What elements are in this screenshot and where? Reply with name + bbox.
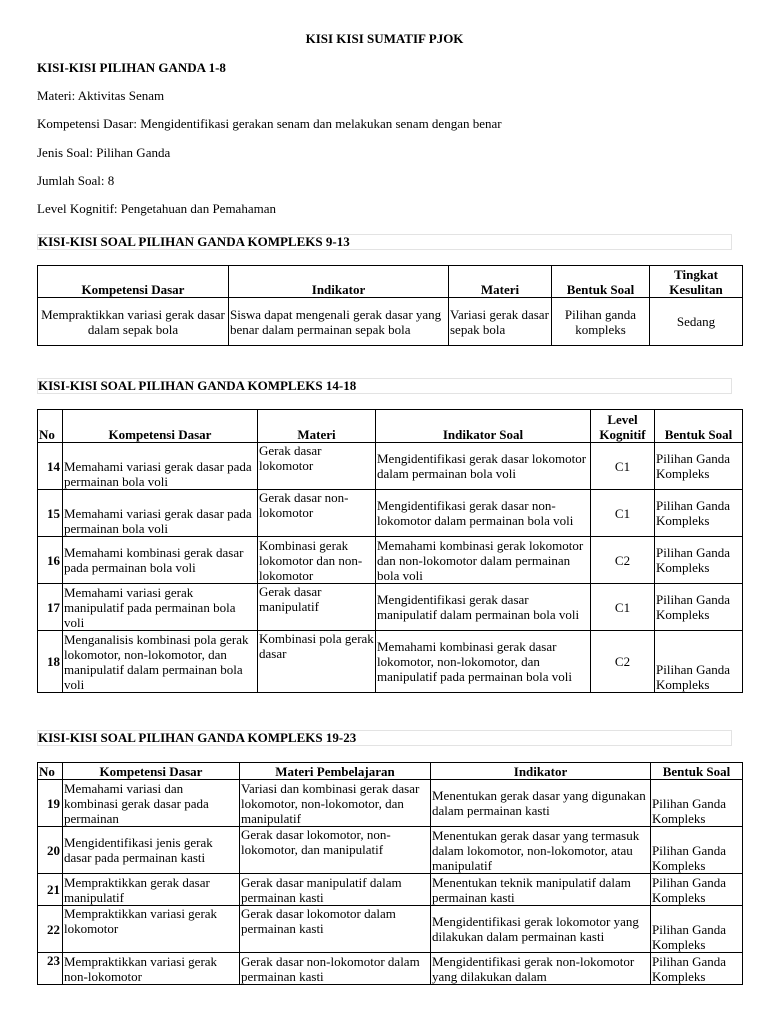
cell-no: 21 xyxy=(38,874,63,906)
cell-materi: Kombinasi gerak lokomotor dan non-lokomotor xyxy=(258,537,376,584)
section2-header-row xyxy=(38,410,743,443)
cell-kompetensi: Menganalisis kombinasi pola gerak lokomotor, non-lokomotor, dan manipulatif dalam permainan bola voli xyxy=(63,631,258,693)
intro-level-kognitif: Level Kognitif: Pengetahuan dan Pemahaman xyxy=(37,201,276,216)
intro-materi: Materi: Aktivitas Senam xyxy=(37,88,165,103)
header-indikator: Indikator xyxy=(431,763,651,780)
cell-no: 18 xyxy=(38,631,63,693)
cell-no: 22 xyxy=(38,906,63,953)
cell-materi: Gerak dasar non-lokomotor dalam permainan kasti xyxy=(240,953,431,985)
cell-kompetensi: Memahami variasi gerak dasar pada permainan bola voli xyxy=(63,490,258,537)
section3-header-row xyxy=(38,763,743,780)
section1-heading: KISI-KISI SOAL PILIHAN GANDA KOMPLEKS 9-13 xyxy=(37,234,732,250)
table-row xyxy=(38,584,743,631)
cell-materi: Gerak dasar lokomotor, non-lokomotor, dan manipulatif xyxy=(240,827,431,874)
cell-level-kognitif: C1 xyxy=(591,443,655,490)
cell-indikator: Menentukan gerak dasar yang digunakan dalam permainan kasti xyxy=(431,780,651,827)
cell-indikator-soal: Memahami kombinasi gerak lokomotor dan non-lokomotor dalam permainan bola voli xyxy=(376,537,591,584)
header-bentuk-soal: Bentuk Soal xyxy=(552,266,650,298)
table-row xyxy=(38,537,743,584)
cell-level-kognitif: C2 xyxy=(591,631,655,693)
section2-heading: KISI-KISI SOAL PILIHAN GANDA KOMPLEKS 14-18 xyxy=(37,378,732,394)
header-materi-pembelajaran: Materi Pembelajaran xyxy=(240,763,431,780)
cell-level-kognitif: C1 xyxy=(591,584,655,631)
cell-level-kognitif: C2 xyxy=(591,537,655,584)
cell-no: 23 xyxy=(38,953,63,985)
cell-indikator-soal: Memahami kombinasi gerak dasar lokomotor, non-lokomotor, dan manipulatif pada permainan bola voli xyxy=(376,631,591,693)
header-materi: Materi xyxy=(258,410,376,443)
cell-bentuk-soal: Pilihan Ganda Kompleks xyxy=(655,537,743,584)
section1-header-row xyxy=(38,266,743,298)
cell-bentuk-soal: Pilihan Ganda Kompleks xyxy=(655,584,743,631)
cell-bentuk-soal: Pilihan Ganda Kompleks xyxy=(655,490,743,537)
cell-kompetensi: Mempraktikkan variasi gerak dasar dalam sepak bola xyxy=(38,298,229,346)
cell-indikator: Mengidentifikasi gerak non-lokomotor yang dilakukan dalam xyxy=(431,953,651,985)
cell-no: 20 xyxy=(38,827,63,874)
header-indikator-soal: Indikator Soal xyxy=(376,410,591,443)
section1-table xyxy=(37,265,743,346)
table-row xyxy=(38,827,743,874)
cell-kompetensi: Mempraktikkan variasi gerak lokomotor xyxy=(63,906,240,953)
cell-indikator: Siswa dapat mengenali gerak dasar yang benar dalam permainan sepak bola xyxy=(229,298,449,346)
cell-kompetensi: Memahami variasi gerak manipulatif pada permainan bola voli xyxy=(63,584,258,631)
cell-kompetensi: Memahami variasi dan kombinasi gerak dasar pada permainan xyxy=(63,780,240,827)
section2-table xyxy=(37,409,743,693)
cell-no: 15 xyxy=(38,490,63,537)
header-no: No xyxy=(38,763,63,780)
cell-tingkat-kesulitan: Sedang xyxy=(650,298,743,346)
cell-no: 16 xyxy=(38,537,63,584)
cell-indikator: Menentukan teknik manipulatif dalam permainan kasti xyxy=(431,874,651,906)
cell-bentuk-soal: Pilihan Ganda Kompleks xyxy=(655,443,743,490)
header-tingkat-kesulitan: Tingkat Kesulitan xyxy=(650,266,743,298)
cell-bentuk-soal: Pilihan Ganda Kompleks xyxy=(651,780,743,827)
table-row xyxy=(38,443,743,490)
cell-materi: Gerak dasar lokomotor xyxy=(258,443,376,490)
cell-kompetensi: Mengidentifikasi jenis gerak dasar pada permainan kasti xyxy=(63,827,240,874)
cell-bentuk-soal: Pilihan Ganda Kompleks xyxy=(651,906,743,953)
cell-indikator: Menentukan gerak dasar yang termasuk dalam lokomotor, non-lokomotor, atau manipulatif xyxy=(431,827,651,874)
cell-indikator-soal: Mengidentifikasi gerak dasar manipulatif dalam permainan bola voli xyxy=(376,584,591,631)
cell-kompetensi: Mempraktikkan gerak dasar manipulatif xyxy=(63,874,240,906)
intro-jenis-soal: Jenis Soal: Pilihan Ganda xyxy=(37,145,171,160)
cell-indikator: Mengidentifikasi gerak lokomotor yang dilakukan dalam permainan kasti xyxy=(431,906,651,953)
table-row xyxy=(38,953,743,985)
cell-no: 19 xyxy=(38,780,63,827)
cell-materi: Kombinasi pola gerak dasar xyxy=(258,631,376,693)
table-row xyxy=(38,780,743,827)
header-kompetensi-dasar: Kompetensi Dasar xyxy=(63,763,240,780)
intro-heading: KISI-KISI PILIHAN GANDA 1-8 xyxy=(37,60,226,75)
cell-indikator-soal: Mengidentifikasi gerak dasar non-lokomotor dalam permainan bola voli xyxy=(376,490,591,537)
header-indikator: Indikator xyxy=(229,266,449,298)
cell-kompetensi: Mempraktikkan variasi gerak non-lokomotor xyxy=(63,953,240,985)
header-bentuk-soal: Bentuk Soal xyxy=(651,763,743,780)
cell-level-kognitif: C1 xyxy=(591,490,655,537)
table-row xyxy=(38,298,743,346)
table-row xyxy=(38,631,743,693)
cell-no: 14 xyxy=(38,443,63,490)
table-row xyxy=(38,490,743,537)
cell-bentuk-soal: Pilihan ganda kompleks xyxy=(552,298,650,346)
cell-no: 17 xyxy=(38,584,63,631)
table-row xyxy=(38,906,743,953)
intro-kompetensi: Kompetensi Dasar: Mengidentifikasi gerakan senam dan melakukan senam dengan benar xyxy=(37,116,502,131)
header-materi: Materi xyxy=(449,266,552,298)
cell-kompetensi: Memahami variasi gerak dasar pada permainan bola voli xyxy=(63,443,258,490)
table-row xyxy=(38,874,743,906)
header-kompetensi-dasar: Kompetensi Dasar xyxy=(63,410,258,443)
header-bentuk-soal: Bentuk Soal xyxy=(655,410,743,443)
cell-materi: Gerak dasar lokomotor dalam permainan kasti xyxy=(240,906,431,953)
cell-materi: Gerak dasar manipulatif xyxy=(258,584,376,631)
section3-heading: KISI-KISI SOAL PILIHAN GANDA KOMPLEKS 19-23 xyxy=(37,730,732,746)
cell-bentuk-soal: Pilihan Ganda Kompleks xyxy=(651,827,743,874)
section3-table xyxy=(37,762,743,985)
cell-materi: Variasi dan kombinasi gerak dasar lokomotor, non-lokomotor, dan manipulatif xyxy=(240,780,431,827)
cell-kompetensi: Memahami kombinasi gerak dasar pada permainan bola voli xyxy=(63,537,258,584)
header-level-kognitif: Level Kognitif xyxy=(591,410,655,443)
header-kompetensi-dasar: Kompetensi Dasar xyxy=(38,266,229,298)
document-title: KISI KISI SUMATIF PJOK xyxy=(305,31,464,46)
cell-materi: Gerak dasar manipulatif dalam permainan kasti xyxy=(240,874,431,906)
cell-materi: Variasi gerak dasar sepak bola xyxy=(449,298,552,346)
cell-bentuk-soal: Pilihan Ganda Kompleks xyxy=(655,631,743,693)
cell-indikator-soal: Mengidentifikasi gerak dasar lokomotor dalam permainan bola voli xyxy=(376,443,591,490)
cell-bentuk-soal: Pilihan Ganda Kompleks xyxy=(651,874,743,906)
cell-materi: Gerak dasar non-lokomotor xyxy=(258,490,376,537)
intro-jumlah-soal: Jumlah Soal: 8 xyxy=(37,173,115,188)
cell-bentuk-soal: Pilihan Ganda Kompleks xyxy=(651,953,743,985)
header-no: No xyxy=(38,410,63,443)
